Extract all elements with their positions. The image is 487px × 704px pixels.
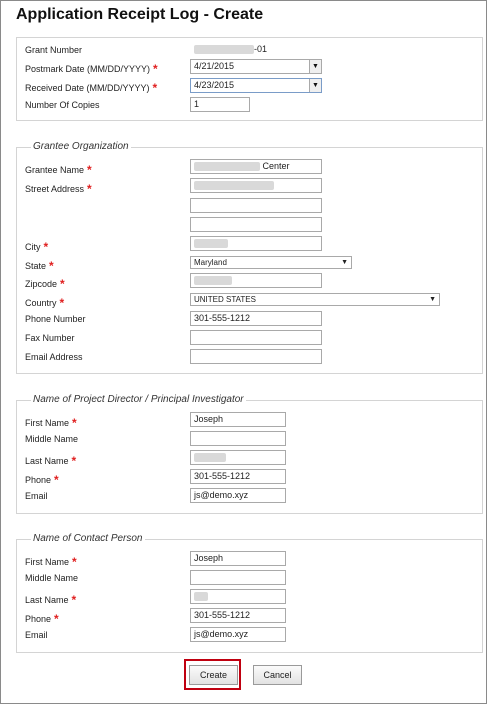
create-button[interactable]: Create: [189, 665, 238, 685]
required-asterisk-icon: *: [59, 296, 65, 310]
director-middle-name-input[interactable]: [190, 431, 286, 446]
redacted-value: [194, 45, 254, 54]
grant-number-label: Grant Number: [25, 45, 83, 55]
receipt-info-section: [16, 37, 483, 121]
state-label: State *: [25, 259, 54, 273]
director-phone-input[interactable]: 301-555-1212: [190, 469, 286, 484]
page-title: Application Receipt Log - Create: [16, 6, 264, 23]
director-email-input[interactable]: js@demo.xyz: [190, 488, 286, 503]
street-address-line2-input[interactable]: [190, 198, 322, 213]
director-legend: Name of Project Director / Principal Investigator: [33, 394, 244, 405]
contact-email-label: Email: [25, 630, 48, 640]
project-director-section: [16, 394, 483, 514]
city-label: City *: [25, 240, 49, 254]
received-date-input[interactable]: 4/23/2015 ▼: [190, 78, 322, 93]
received-date-label: Received Date (MM/DD/YYYY) *: [25, 81, 158, 95]
cancel-button[interactable]: Cancel: [253, 665, 302, 685]
required-asterisk-icon: *: [54, 612, 59, 626]
state-select[interactable]: Maryland ▼: [190, 256, 352, 269]
street-address-line1-input[interactable]: [190, 178, 322, 193]
grantee-organization-section: [16, 141, 483, 374]
redacted-value: [194, 162, 260, 171]
required-asterisk-icon: *: [43, 240, 49, 254]
redacted-value: [194, 181, 274, 190]
email-address-label: Email Address: [25, 352, 83, 362]
postmark-date-label: Postmark Date (MM/DD/YYYY) *: [25, 62, 158, 76]
required-asterisk-icon: *: [72, 416, 77, 430]
redacted-value: [194, 453, 226, 462]
director-last-name-label: Last Name *: [25, 454, 77, 468]
contact-middle-name-input[interactable]: [190, 570, 286, 585]
city-input[interactable]: [190, 236, 322, 251]
phone-number-label: Phone Number: [25, 314, 86, 324]
zipcode-label: Zipcode *: [25, 277, 65, 291]
director-first-name-label: First Name *: [25, 416, 77, 430]
redacted-value: [194, 592, 208, 601]
calendar-dropdown-icon[interactable]: ▼: [309, 79, 321, 92]
fax-number-input[interactable]: [190, 330, 322, 345]
number-of-copies-label: Number Of Copies: [25, 100, 100, 110]
zipcode-input[interactable]: [190, 273, 322, 288]
redacted-value: [194, 239, 228, 248]
required-asterisk-icon: *: [72, 555, 77, 569]
director-email-label: Email: [25, 491, 48, 501]
country-select[interactable]: UNITED STATES ▼: [190, 293, 440, 306]
director-last-name-input[interactable]: [190, 450, 286, 465]
email-address-input[interactable]: [190, 349, 322, 364]
street-address-label: Street Address *: [25, 182, 92, 196]
required-asterisk-icon: *: [152, 81, 158, 95]
required-asterisk-icon: *: [87, 163, 92, 177]
contact-legend: Name of Contact Person: [33, 533, 143, 544]
required-asterisk-icon: *: [71, 454, 77, 468]
director-phone-label: Phone *: [25, 473, 59, 487]
contact-last-name-label: Last Name *: [25, 593, 77, 607]
required-asterisk-icon: *: [71, 593, 77, 607]
number-of-copies-input[interactable]: 1: [190, 97, 250, 112]
select-arrow-icon: ▼: [429, 296, 436, 303]
contact-first-name-label: First Name *: [25, 555, 77, 569]
contact-phone-label: Phone *: [25, 612, 59, 626]
street-address-line3-input[interactable]: [190, 217, 322, 232]
calendar-dropdown-icon[interactable]: ▼: [309, 60, 321, 73]
grantee-name-label: Grantee Name *: [25, 163, 92, 177]
fax-number-label: Fax Number: [25, 333, 75, 343]
required-asterisk-icon: *: [153, 62, 158, 76]
required-asterisk-icon: *: [87, 182, 92, 196]
required-asterisk-icon: *: [54, 473, 59, 487]
required-asterisk-icon: *: [49, 259, 54, 273]
contact-email-input[interactable]: js@demo.xyz: [190, 627, 286, 642]
contact-middle-name-label: Middle Name: [25, 573, 79, 583]
grant-number-field: -01: [190, 42, 280, 57]
redacted-value: [194, 276, 232, 285]
contact-last-name-input[interactable]: [190, 589, 286, 604]
required-asterisk-icon: *: [60, 277, 65, 291]
contact-person-section: [16, 533, 483, 653]
phone-number-input[interactable]: 301-555-1212: [190, 311, 322, 326]
director-middle-name-label: Middle Name: [25, 434, 79, 444]
contact-first-name-input[interactable]: Joseph: [190, 551, 286, 566]
postmark-date-input[interactable]: 4/21/2015 ▼: [190, 59, 322, 74]
contact-phone-input[interactable]: 301-555-1212: [190, 608, 286, 623]
select-arrow-icon: ▼: [341, 259, 348, 266]
grantee-legend: Grantee Organization: [33, 141, 129, 152]
director-first-name-input[interactable]: Joseph: [190, 412, 286, 427]
country-label: Country *: [25, 296, 65, 310]
grantee-name-input[interactable]: Center: [190, 159, 322, 174]
